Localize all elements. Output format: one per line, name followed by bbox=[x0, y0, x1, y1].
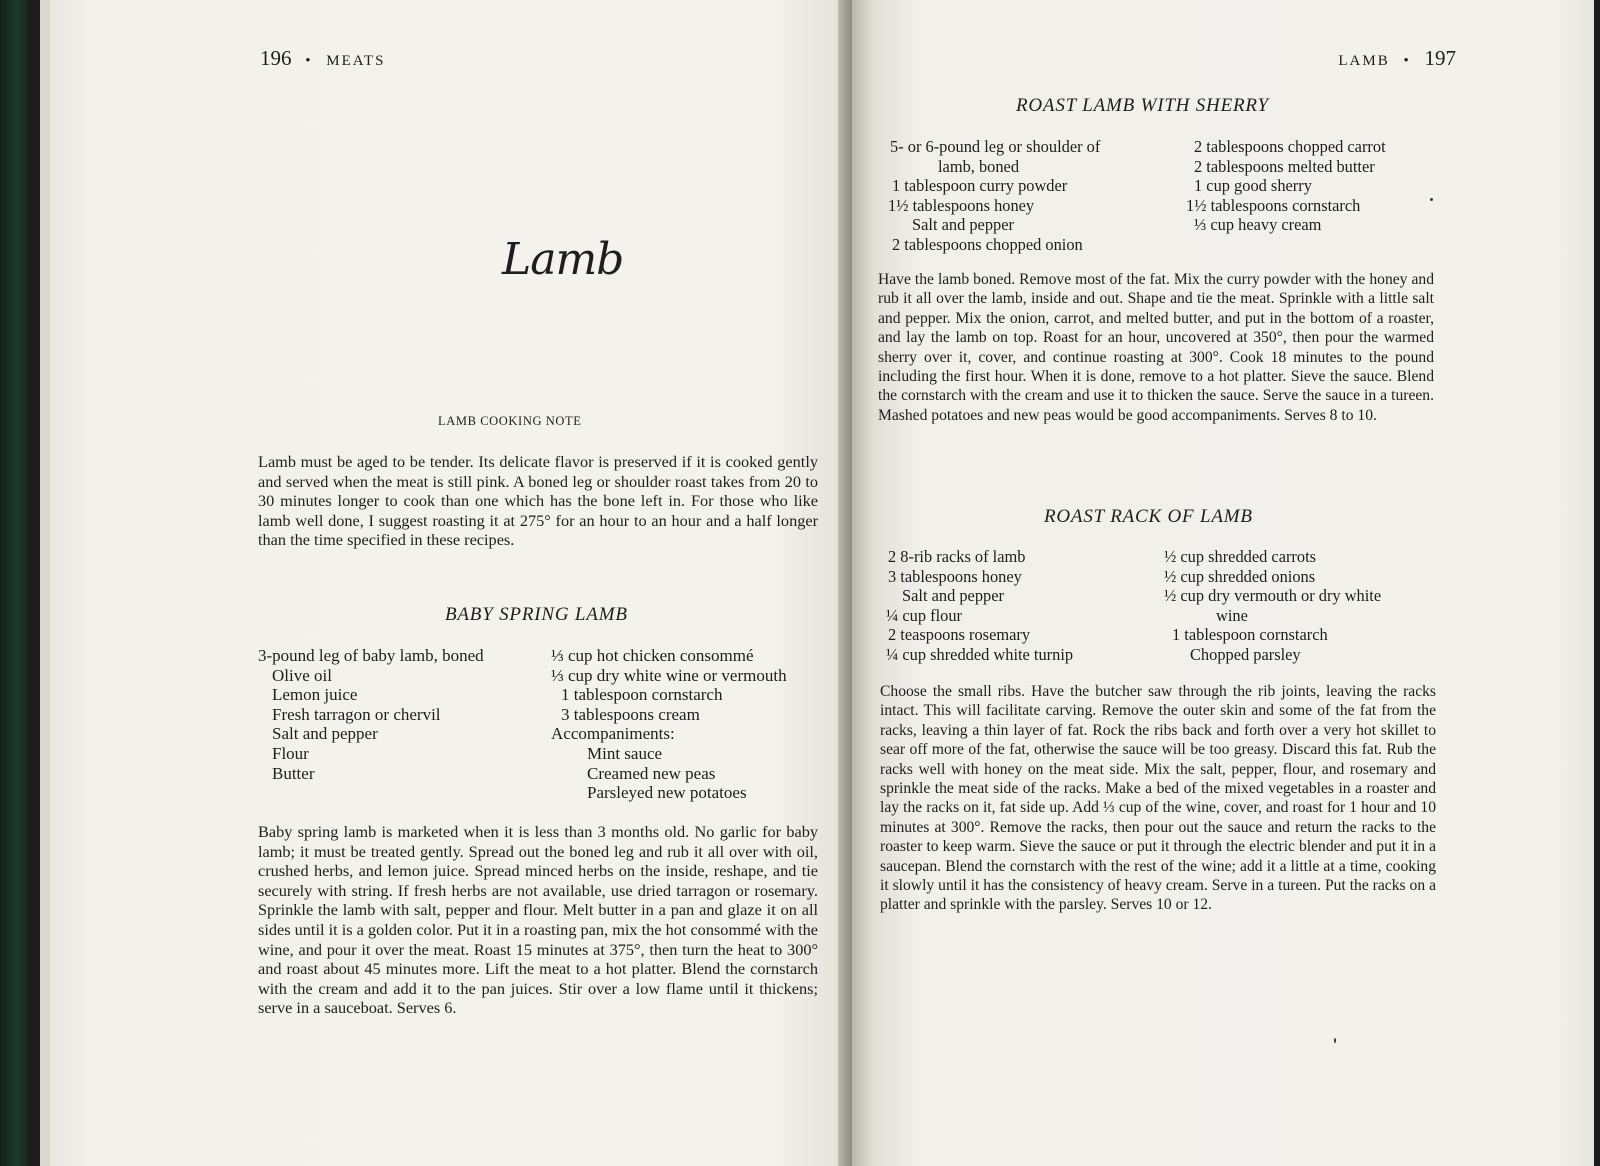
ingredient-line: lamb, boned bbox=[938, 156, 1020, 176]
left-page-number: 196 bbox=[260, 46, 292, 70]
right-page-number: 197 bbox=[1424, 46, 1456, 70]
ingredient-line: 1 tablespoon cornstarch bbox=[561, 685, 723, 705]
ingredient-line: 2 tablespoons melted butter bbox=[1194, 156, 1375, 176]
ingredient-line: Lemon juice bbox=[272, 685, 358, 705]
ingredient-line: Salt and pepper bbox=[272, 724, 378, 744]
ingredient-line: Butter bbox=[272, 763, 315, 783]
ingredient-line: Mint sauce bbox=[587, 743, 663, 763]
ingredient-line: 2 teaspoons rosemary bbox=[888, 625, 1031, 645]
left-page bbox=[40, 0, 850, 1166]
sherry-method: Have the lamb boned. Remove most of the fat. Mix the curry powder with the honey and rub it all over the lamb, inside and out. Shape and tie the meat. Sprinkle with a little salt and pepper. Mix the onion, carrot, and melted butter, and put in the bottom of a roaster, and lay the lamb on top. Roast for an hour, uncovered at 350°, then pour the warmed sherry over it, cover, and continue roasting at 300°. Cook 18 minutes to the pound including the first hour. When it is done, remove to a hot platter. Sieve the sauce. Blend the cornstarch with the cream and use it to thicken the sauce. Serve the sauce in a tureen. Mashed potatoes and new peas would be good accompaniments. Serves 8 to 10. bbox=[878, 271, 1434, 424]
ingredient-line: Salt and pepper bbox=[912, 215, 1014, 235]
ingredient-line: 3 tablespoons cream bbox=[561, 704, 700, 724]
ink-speck bbox=[1334, 1038, 1336, 1043]
right-section-name: LAMB bbox=[1338, 53, 1390, 69]
ingredient-line: Olive oil bbox=[272, 665, 332, 685]
ingredient-line: 1 cup good sherry bbox=[1194, 176, 1312, 196]
ingredient-line: 1½ tablespoons honey bbox=[888, 195, 1035, 215]
ingredient-line: 2 tablespoons chopped carrot bbox=[1194, 137, 1386, 156]
recipe-title-baby-spring-lamb: BABY SPRING LAMB bbox=[445, 604, 628, 625]
cooking-note-heading: LAMB COOKING NOTE bbox=[438, 414, 582, 428]
sherry-ingredients-left bbox=[888, 137, 1100, 255]
cooking-note-text: Lamb must be aged to be tender. Its delicate flavor is preserved if it is cooked gently and served when the meat is still pink. A boned leg or shoulder roast takes from 20 to 30 minutes longer to cook than one which has the bone left in. For those who like lamb well done, I suggest roasting it at 275° for an hour to an hour and a half longer than the time specified in these recipes. bbox=[258, 452, 818, 550]
chapter-title: Lamb bbox=[502, 234, 624, 285]
left-separator: • bbox=[305, 53, 313, 69]
ingredient-line: 2 8-rib racks of lamb bbox=[888, 547, 1026, 566]
ingredient-line: 3 tablespoons honey bbox=[888, 566, 1022, 586]
ingredient-line: ½ cup shredded carrots bbox=[1164, 547, 1317, 566]
ingredient-line: 3-pound leg of baby lamb, boned bbox=[258, 646, 484, 665]
book-cover-edge bbox=[0, 0, 28, 1166]
ingredient-line: 1 tablespoon cornstarch bbox=[1172, 625, 1328, 645]
ingredient-line: ¼ cup flour bbox=[886, 605, 963, 625]
right-running-head bbox=[1338, 46, 1456, 71]
ingredient-line: Salt and pepper bbox=[902, 586, 1004, 606]
recipe-title-roast-lamb-sherry: ROAST LAMB WITH SHERRY bbox=[1016, 95, 1269, 116]
ingredient-line: 1½ tablespoons cornstarch bbox=[1186, 195, 1361, 215]
ingredient-line: 5- or 6-pound leg or shoulder of bbox=[890, 137, 1101, 156]
ingredient-line: Chopped parsley bbox=[1190, 644, 1301, 664]
baby-lamb-ingredients-right bbox=[551, 646, 787, 803]
ingredient-line: Fresh tarragon or chervil bbox=[272, 704, 441, 724]
right-separator: • bbox=[1403, 53, 1411, 69]
right-page bbox=[852, 0, 1594, 1166]
ingredient-line: ¼ cup shredded white turnip bbox=[886, 644, 1074, 664]
baby-lamb-method: Baby spring lamb is marketed when it is less than 3 months old. No garlic for baby lamb; it must be treated gently. Spread out the boned leg and rub it all over with oil, crushed herbs, and lemon juice. Spread minced herbs on the inside, reshape, and tie securely with string. If fresh herbs are not available, use dried tarragon or rosemary. Sprinkle the lamb with salt, pepper and flour. Melt butter in a pan and glaze it on all sides until it is a golden color. Put it in a roasting pan, mix the hot consommé with the wine, and pour it over the meat. Roast 15 minutes at 375°, then turn the heat to 300° and roast about 45 minutes more. Lift the meat to a hot platter. Blend the cornstarch with the cream and add it to the pan juices. Stir over a low flame until it thickens; serve in a sauceboat. Serves 6. bbox=[258, 822, 818, 1018]
rack-ingredients-left bbox=[886, 547, 1073, 665]
ingredient-line: ⅓ cup heavy cream bbox=[1194, 215, 1322, 235]
ingredient-line: 2 tablespoons chopped onion bbox=[892, 234, 1083, 254]
ingredient-line: wine bbox=[1216, 605, 1248, 625]
ink-speck bbox=[1430, 198, 1433, 201]
left-section-name: MEATS bbox=[326, 53, 386, 69]
rack-ingredients-right bbox=[1164, 547, 1381, 665]
sherry-ingredients-right bbox=[1186, 137, 1386, 235]
ingredient-line: ½ cup shredded onions bbox=[1164, 566, 1316, 586]
ingredient-line: Parsleyed new potatoes bbox=[587, 783, 747, 803]
ingredient-line: Flour bbox=[272, 743, 309, 763]
ingredient-line: 1 tablespoon curry powder bbox=[892, 176, 1068, 196]
ingredient-line: Creamed new peas bbox=[587, 763, 716, 783]
ingredient-line: ⅓ cup hot chicken consommé bbox=[551, 646, 754, 665]
recipe-title-roast-rack: ROAST RACK OF LAMB bbox=[1044, 506, 1253, 527]
baby-lamb-ingredients-left bbox=[258, 646, 484, 783]
left-running-head bbox=[260, 46, 385, 71]
ingredient-line: Accompaniments: bbox=[551, 724, 675, 744]
ingredient-line: ½ cup dry vermouth or dry white bbox=[1164, 586, 1382, 606]
ingredient-line: ⅓ cup dry white wine or vermouth bbox=[551, 665, 787, 685]
rack-method: Choose the small ribs. Have the butcher saw through the rib joints, leaving the racks intact. This will facilitate carving. Remove the outer skin and some of the fat from the racks, leaving a thin layer of fat. Rock the ribs back and forth over a very hot skillet to sear off more of the fat, otherwise the sauce will be too greasy. Discard this fat. Rub the racks well with honey on the meat side. Mix the salt, pepper, flour, and rosemary and sprinkle the meat side of the racks. Make a bed of the mixed vegetables in a roaster and lay the racks on it, fat side up. Add ⅓ cup of the wine, cover, and roast for 1 hour and 10 minutes at 300°. Remove the racks, then pour out the sauce and return the racks to the roaster to keep warm. Sieve the sauce or put it through the electric blender and put it in a saucepan. Blend the cornstarch with the rest of the wine; add it a little at a time, cooking it slowly until it has the consistency of heavy cream. Serve in a tureen. Put the racks on a platter and sprinkle with the parsley. Serves 10 or 12. bbox=[880, 683, 1436, 914]
